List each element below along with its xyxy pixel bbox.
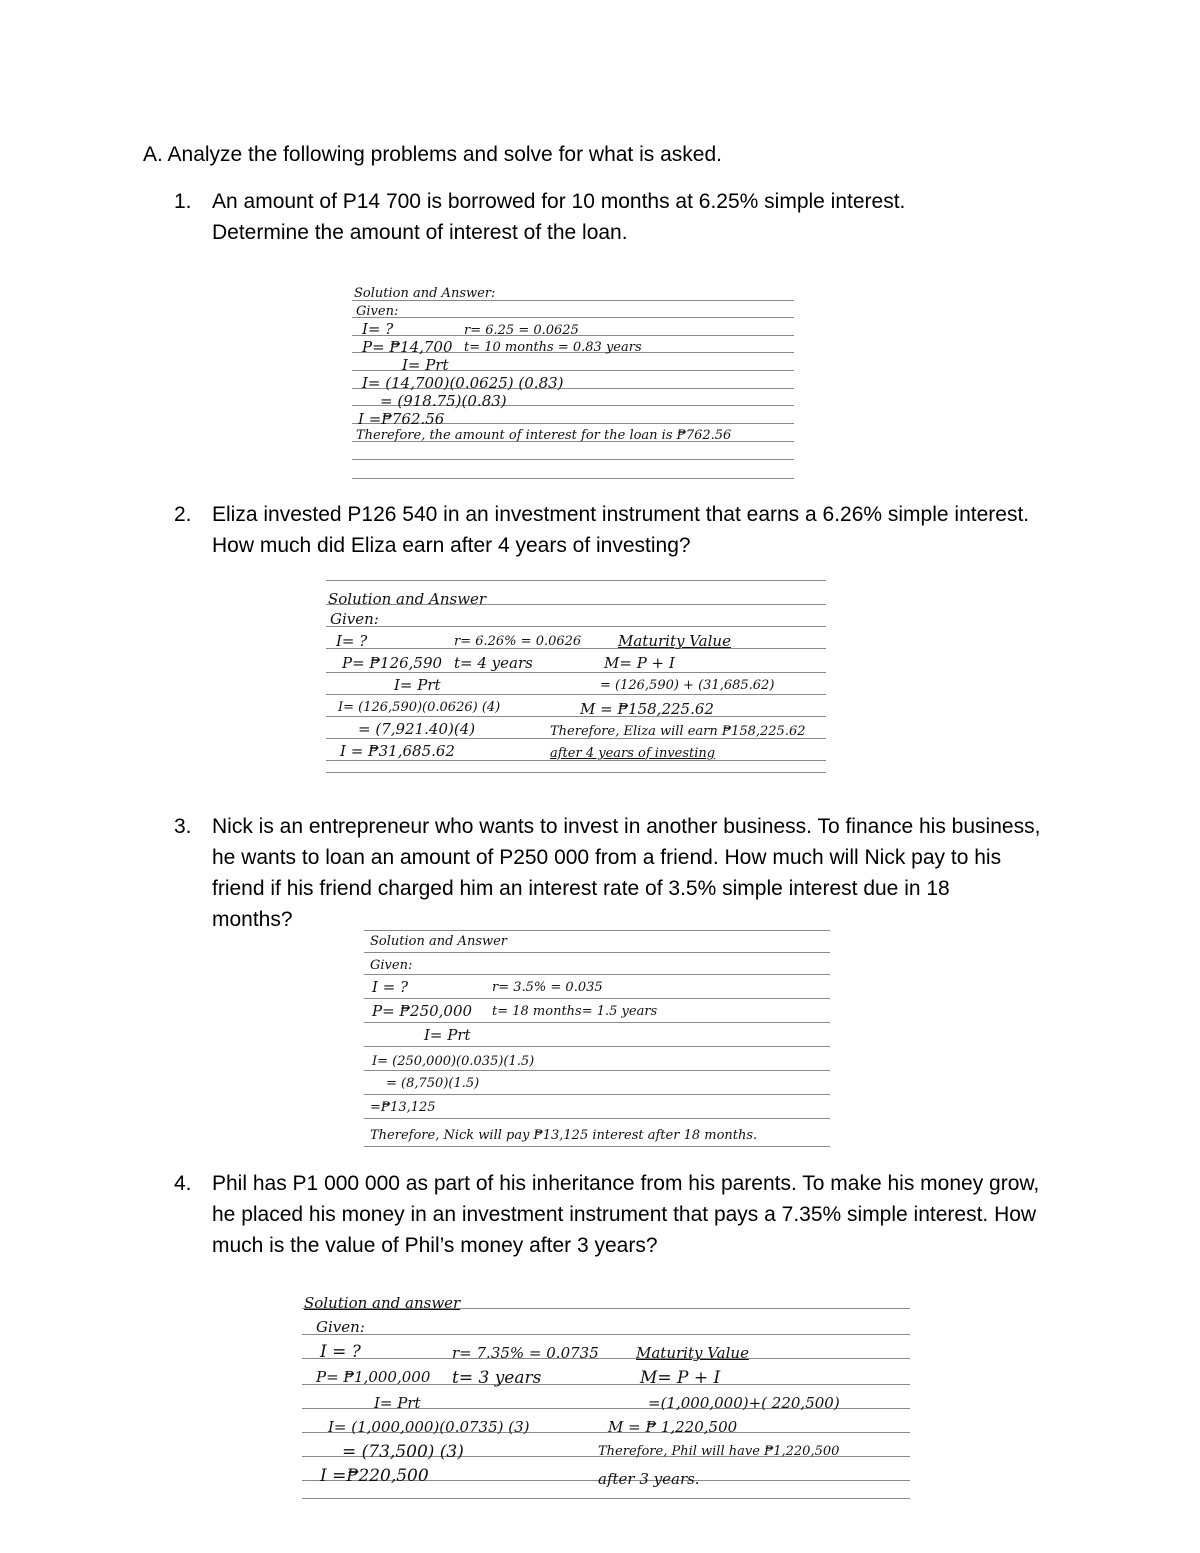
substitution-1: I= (1,000,000)(0.0735) (3) xyxy=(328,1418,530,1436)
formula: I= Prt xyxy=(394,676,441,694)
solution-sheet-1 xyxy=(352,278,794,488)
problem-3 xyxy=(174,811,1124,935)
maturity-substitution: = (126,590) + (31,685.62) xyxy=(600,678,775,693)
interest-result: =₱13,125 xyxy=(370,1100,436,1115)
problem-1 xyxy=(174,186,1124,248)
rate-value: r= 7.35% = 0.0735 xyxy=(452,1344,599,1362)
problem-text: Nick is an entrepreneur who wants to invest in another business. To finance his business, he wants to loan an amount of P250 000 from a friend. How much will Nick pay to his friend if his friend charged him an interest rate of 3.5% simple interest due in 18 months? xyxy=(212,815,1041,931)
maturity-substitution: =(1,000,000)+( 220,500) xyxy=(648,1394,840,1412)
principal-value: P= ₱250,000 xyxy=(372,1002,473,1020)
given-label: Given: xyxy=(330,610,379,628)
problem-number: 3. xyxy=(174,815,192,838)
time-value: t= 4 years xyxy=(454,654,533,672)
problem-text: Eliza invested P126 540 in an investment instrument that earns a 6.26% simple interest. How much did Eliza earn after 4 years of investing? xyxy=(212,503,1030,557)
substitution-1: I= (250,000)(0.035)(1.5) xyxy=(372,1054,535,1069)
formula: I= Prt xyxy=(402,356,449,374)
problem-number: 1. xyxy=(174,190,192,213)
maturity-formula: M= P + I xyxy=(640,1368,721,1388)
problem-text: An amount of P14 700 is borrowed for 10 months at 6.25% simple interest. Determine the amount of interest of the loan. xyxy=(212,190,906,244)
substitution-2: = (7,921.40)(4) xyxy=(358,720,476,738)
conclusion-line-1: Therefore, Eliza will earn ₱158,225.62 xyxy=(550,724,806,739)
rate-value: r= 6.25 = 0.0625 xyxy=(464,323,579,338)
solution-sheet-3 xyxy=(364,928,830,1156)
formula: I= Prt xyxy=(424,1026,471,1044)
substitution-2: = (918.75)(0.83) xyxy=(380,392,507,410)
time-value: t= 10 months = 0.83 years xyxy=(464,340,642,355)
conclusion: Therefore, the amount of interest for the loan is ₱762.56 xyxy=(356,428,732,443)
solution-sheet-4 xyxy=(302,1284,910,1504)
solution-sheet-2 xyxy=(326,580,826,780)
rate-value: r= 3.5% = 0.035 xyxy=(492,980,603,995)
maturity-result: M = ₱158,225.62 xyxy=(580,700,714,718)
instructions-header: A. Analyze the following problems and solve for what is asked. xyxy=(143,143,722,166)
problem-number: 2. xyxy=(174,503,192,526)
conclusion-line-1: Therefore, Phil will have ₱1,220,500 xyxy=(598,1444,840,1459)
conclusion-line-2: after 4 years of investing xyxy=(550,746,716,761)
substitution-2: = (73,500) (3) xyxy=(342,1442,464,1462)
interest-unknown: I= ? xyxy=(362,320,394,338)
given-label: Given: xyxy=(316,1318,365,1336)
solution-title: Solution and Answer: xyxy=(354,286,496,301)
interest-result: I = ₱31,685.62 xyxy=(340,742,455,760)
substitution-1: I= (126,590)(0.0626) (4) xyxy=(338,700,501,715)
maturity-formula: M= P + I xyxy=(604,654,675,672)
interest-unknown: I= ? xyxy=(336,632,368,650)
problem-text: Phil has P1 000 000 as part of his inheritance from his parents. To make his money grow, he placed his money in an investment instrument that pays a 7.35% simple interest. How much is the value of Phil’s money after 3 years? xyxy=(212,1172,1040,1257)
maturity-result: M = ₱ 1,220,500 xyxy=(608,1418,738,1436)
substitution-1: I= (14,700)(0.0625) (0.83) xyxy=(362,374,564,392)
solution-title: Solution and Answer xyxy=(370,934,508,949)
principal-value: P= ₱1,000,000 xyxy=(316,1368,431,1386)
time-value: t= 3 years xyxy=(452,1368,542,1388)
conclusion-line-2: after 3 years. xyxy=(598,1470,700,1488)
interest-unknown: I = ? xyxy=(320,1342,361,1362)
interest-unknown: I = ? xyxy=(372,978,409,996)
problem-2 xyxy=(174,499,1124,561)
solution-title: Solution and answer xyxy=(304,1294,461,1312)
problem-number: 4. xyxy=(174,1172,192,1195)
formula: I= Prt xyxy=(374,1394,421,1412)
principal-value: P= ₱14,700 xyxy=(362,338,453,356)
problem-4 xyxy=(174,1168,1124,1261)
maturity-value-title: Maturity Value xyxy=(618,632,731,650)
given-label: Given: xyxy=(356,304,399,319)
solution-title: Solution and Answer xyxy=(328,590,487,608)
given-label: Given: xyxy=(370,958,413,973)
substitution-2: = (8,750)(1.5) xyxy=(386,1076,480,1091)
maturity-value-title: Maturity Value xyxy=(636,1344,749,1362)
interest-result: I =₱220,500 xyxy=(320,1466,429,1486)
conclusion: Therefore, Nick will pay ₱13,125 interest after 18 months. xyxy=(370,1128,758,1143)
rate-value: r= 6.26% = 0.0626 xyxy=(454,634,582,649)
interest-result: I =₱762.56 xyxy=(358,410,445,428)
principal-value: P= ₱126,590 xyxy=(342,654,443,672)
time-value: t= 18 months= 1.5 years xyxy=(492,1004,658,1019)
